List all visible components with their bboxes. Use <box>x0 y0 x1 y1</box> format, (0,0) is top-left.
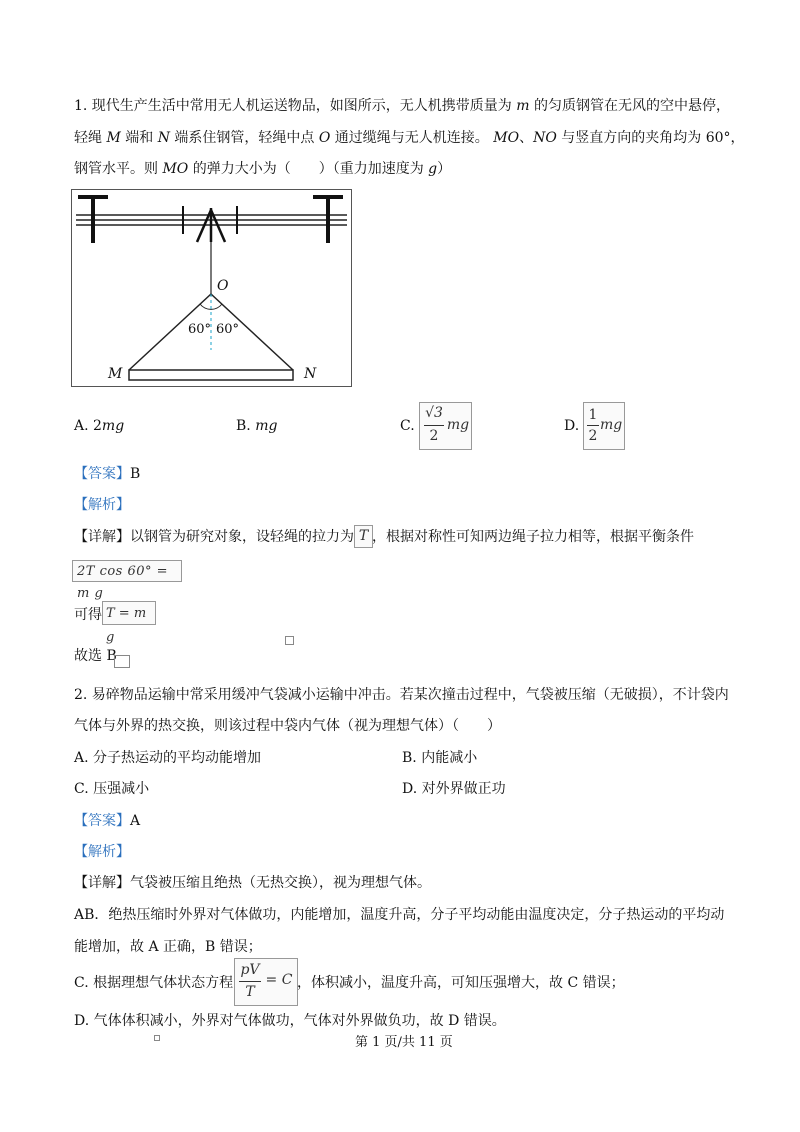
q2-option-c: C. 压强减小 <box>74 781 150 797</box>
q1-line2-M: M <box>106 130 121 146</box>
q2-c-text-a: C. 根据理想气体状态方程 <box>74 975 234 991</box>
q2-answer-value: A <box>130 813 141 829</box>
drone-diagram <box>72 190 351 386</box>
q1-line3-text-a: 钢管水平。则 <box>74 161 158 177</box>
q2-answer <box>74 814 140 828</box>
q1-detail <box>74 530 354 544</box>
label-M: M <box>108 366 123 382</box>
q2-formula-bar <box>239 981 261 982</box>
q1-detail-text-b: ，根据对称性可知两边绳子拉力相等，根据平衡条件 <box>372 529 694 545</box>
q1-option-c-numerator: √3 <box>425 405 443 421</box>
label-N: N <box>304 366 317 382</box>
q1-option-c-bar <box>424 425 444 426</box>
q1-line2-N: N <box>157 130 170 146</box>
q1-line1 <box>74 99 730 113</box>
q1-choose <box>74 649 117 663</box>
q1-option-b-label: B. <box>236 418 251 434</box>
q1-line2-MO: MO <box>493 130 520 146</box>
q1-line2-text-e: 、 <box>519 130 534 146</box>
page-number: 第 1 页/共 11 页 <box>355 1035 453 1050</box>
q1-line3 <box>74 162 451 176</box>
q1-option-c-denominator: 2 <box>429 428 439 444</box>
q2-c-text-b: ，体积减小，温度升高，可知压强增大，故 C 错误； <box>297 975 625 991</box>
q1-line2 <box>74 131 745 145</box>
q1-line2-text-d: 通过缆绳与无人机连接。 <box>334 130 489 146</box>
q1-option-d-label: D. <box>564 418 580 434</box>
angle-right-label: 60° <box>216 322 240 337</box>
q2-detail-text: 气袋被压缩且绝热（无热交换），视为理想气体。 <box>130 875 431 891</box>
drone-figure <box>71 189 352 387</box>
steel-pipe <box>129 370 293 380</box>
q1-choose-value: B <box>106 648 117 664</box>
q2-detail <box>74 876 431 890</box>
q1-line1-text-b: 的匀质钢管在无风的空中悬停， <box>534 98 730 114</box>
q2-formula-rhs: = C <box>265 972 293 988</box>
q1-option-d-denominator: 2 <box>588 428 598 444</box>
q2-formula-denominator: T <box>245 984 255 1000</box>
q2-line2: 气体与外界的热交换，则该过程中袋内气体（视为理想气体）（ ） <box>74 718 501 734</box>
placeholder-box-2 <box>114 655 130 668</box>
q2-option-a: A. 分子热运动的平均动能增加 <box>74 750 262 766</box>
q2-option-d: D. 对外界做正功 <box>402 781 506 797</box>
q1-option-d-bar <box>587 425 599 426</box>
q1-option-d-mg: mg <box>600 417 623 433</box>
q1-option-b-value: mg <box>255 418 278 434</box>
q2-d-line: D. 气体体积减小，外界对气体做功，气体对外界做负功，故 D 错误。 <box>74 1013 506 1029</box>
q1-equation-2: T = m g <box>102 601 156 625</box>
q1-answer-tag: 【答案】 <box>74 466 130 482</box>
q1-choose-label: 故选 <box>74 648 102 664</box>
q1-option-c-formula <box>419 402 472 450</box>
q1-equation-1: 2T cos 60° = m g <box>72 560 182 582</box>
q1-line2-text-a: 轻绳 <box>74 130 102 146</box>
q1-line1-m: m <box>516 98 530 114</box>
q1-line2-text-c: 端系住钢管，轻绳中点 <box>174 130 315 146</box>
q1-detail-text-a: 以钢管为研究对象，设轻绳的拉力为 <box>130 529 354 545</box>
q1-detail-T-formula: T <box>354 525 373 548</box>
q1-line1-text-a: 1. 现代生产生活中常用无人机运送物品，如图所示，无人机携带质量为 <box>74 98 512 114</box>
q2-ideal-gas-formula <box>234 958 298 1006</box>
q1-option-d-numerator: 1 <box>588 407 598 423</box>
q2-formula-numerator: pV <box>240 962 260 978</box>
q1-line3-text-c: ） <box>437 161 452 177</box>
q2-ab-line2: 能增加，故 A 正确，B 错误； <box>74 939 262 955</box>
q1-answer <box>74 467 140 481</box>
q1-detail-tag: 【详解】 <box>74 529 130 545</box>
placeholder-box-1 <box>285 636 294 645</box>
q1-option-c-mg: mg <box>446 417 470 433</box>
q1-option-c-label: C. <box>400 418 415 434</box>
q1-option-a-label: A. 2 <box>74 418 102 434</box>
q1-option-a <box>74 419 124 433</box>
q1-result-label: 可得 <box>74 607 102 623</box>
label-O: O <box>217 278 229 294</box>
q1-line2-O: O <box>318 130 331 146</box>
q1-option-d-formula <box>583 402 625 450</box>
q1-line2-text-b: 端和 <box>125 130 154 146</box>
q1-line3-MO: MO <box>162 161 189 177</box>
q2-option-b: B. 内能减小 <box>402 750 478 766</box>
q1-analysis-tag: 【解析】 <box>74 497 130 513</box>
q2-ab-line1: AB．绝热压缩时外界对气体做功，内能增加，温度升高，分子平均动能由温度决定，分子热运动的平均动 <box>74 907 725 923</box>
angle-left-label: 60° <box>188 322 212 337</box>
placeholder-box-3 <box>154 1035 160 1041</box>
q1-option-a-value: mg <box>101 418 125 434</box>
q1-line2-text-f: 与竖直方向的夹角均为 60°， <box>561 130 745 146</box>
q2-line1: 2. 易碎物品运输中常采用缓冲气袋减小运输中冲击。若某次撞击过程中，气袋被压缩（无破损），不计袋内 <box>74 687 729 703</box>
q1-line3-g: g <box>428 161 438 177</box>
q2-analysis-tag: 【解析】 <box>74 844 130 860</box>
q1-line3-text-b: 的弹力大小为（ ）（重力加速度为 <box>192 161 424 177</box>
q2-detail-tag: 【详解】 <box>74 875 130 891</box>
q1-option-b <box>236 419 277 433</box>
q1-answer-value: B <box>130 466 141 482</box>
q2-answer-tag: 【答案】 <box>74 813 130 829</box>
q1-line2-NO: NO <box>533 130 557 146</box>
